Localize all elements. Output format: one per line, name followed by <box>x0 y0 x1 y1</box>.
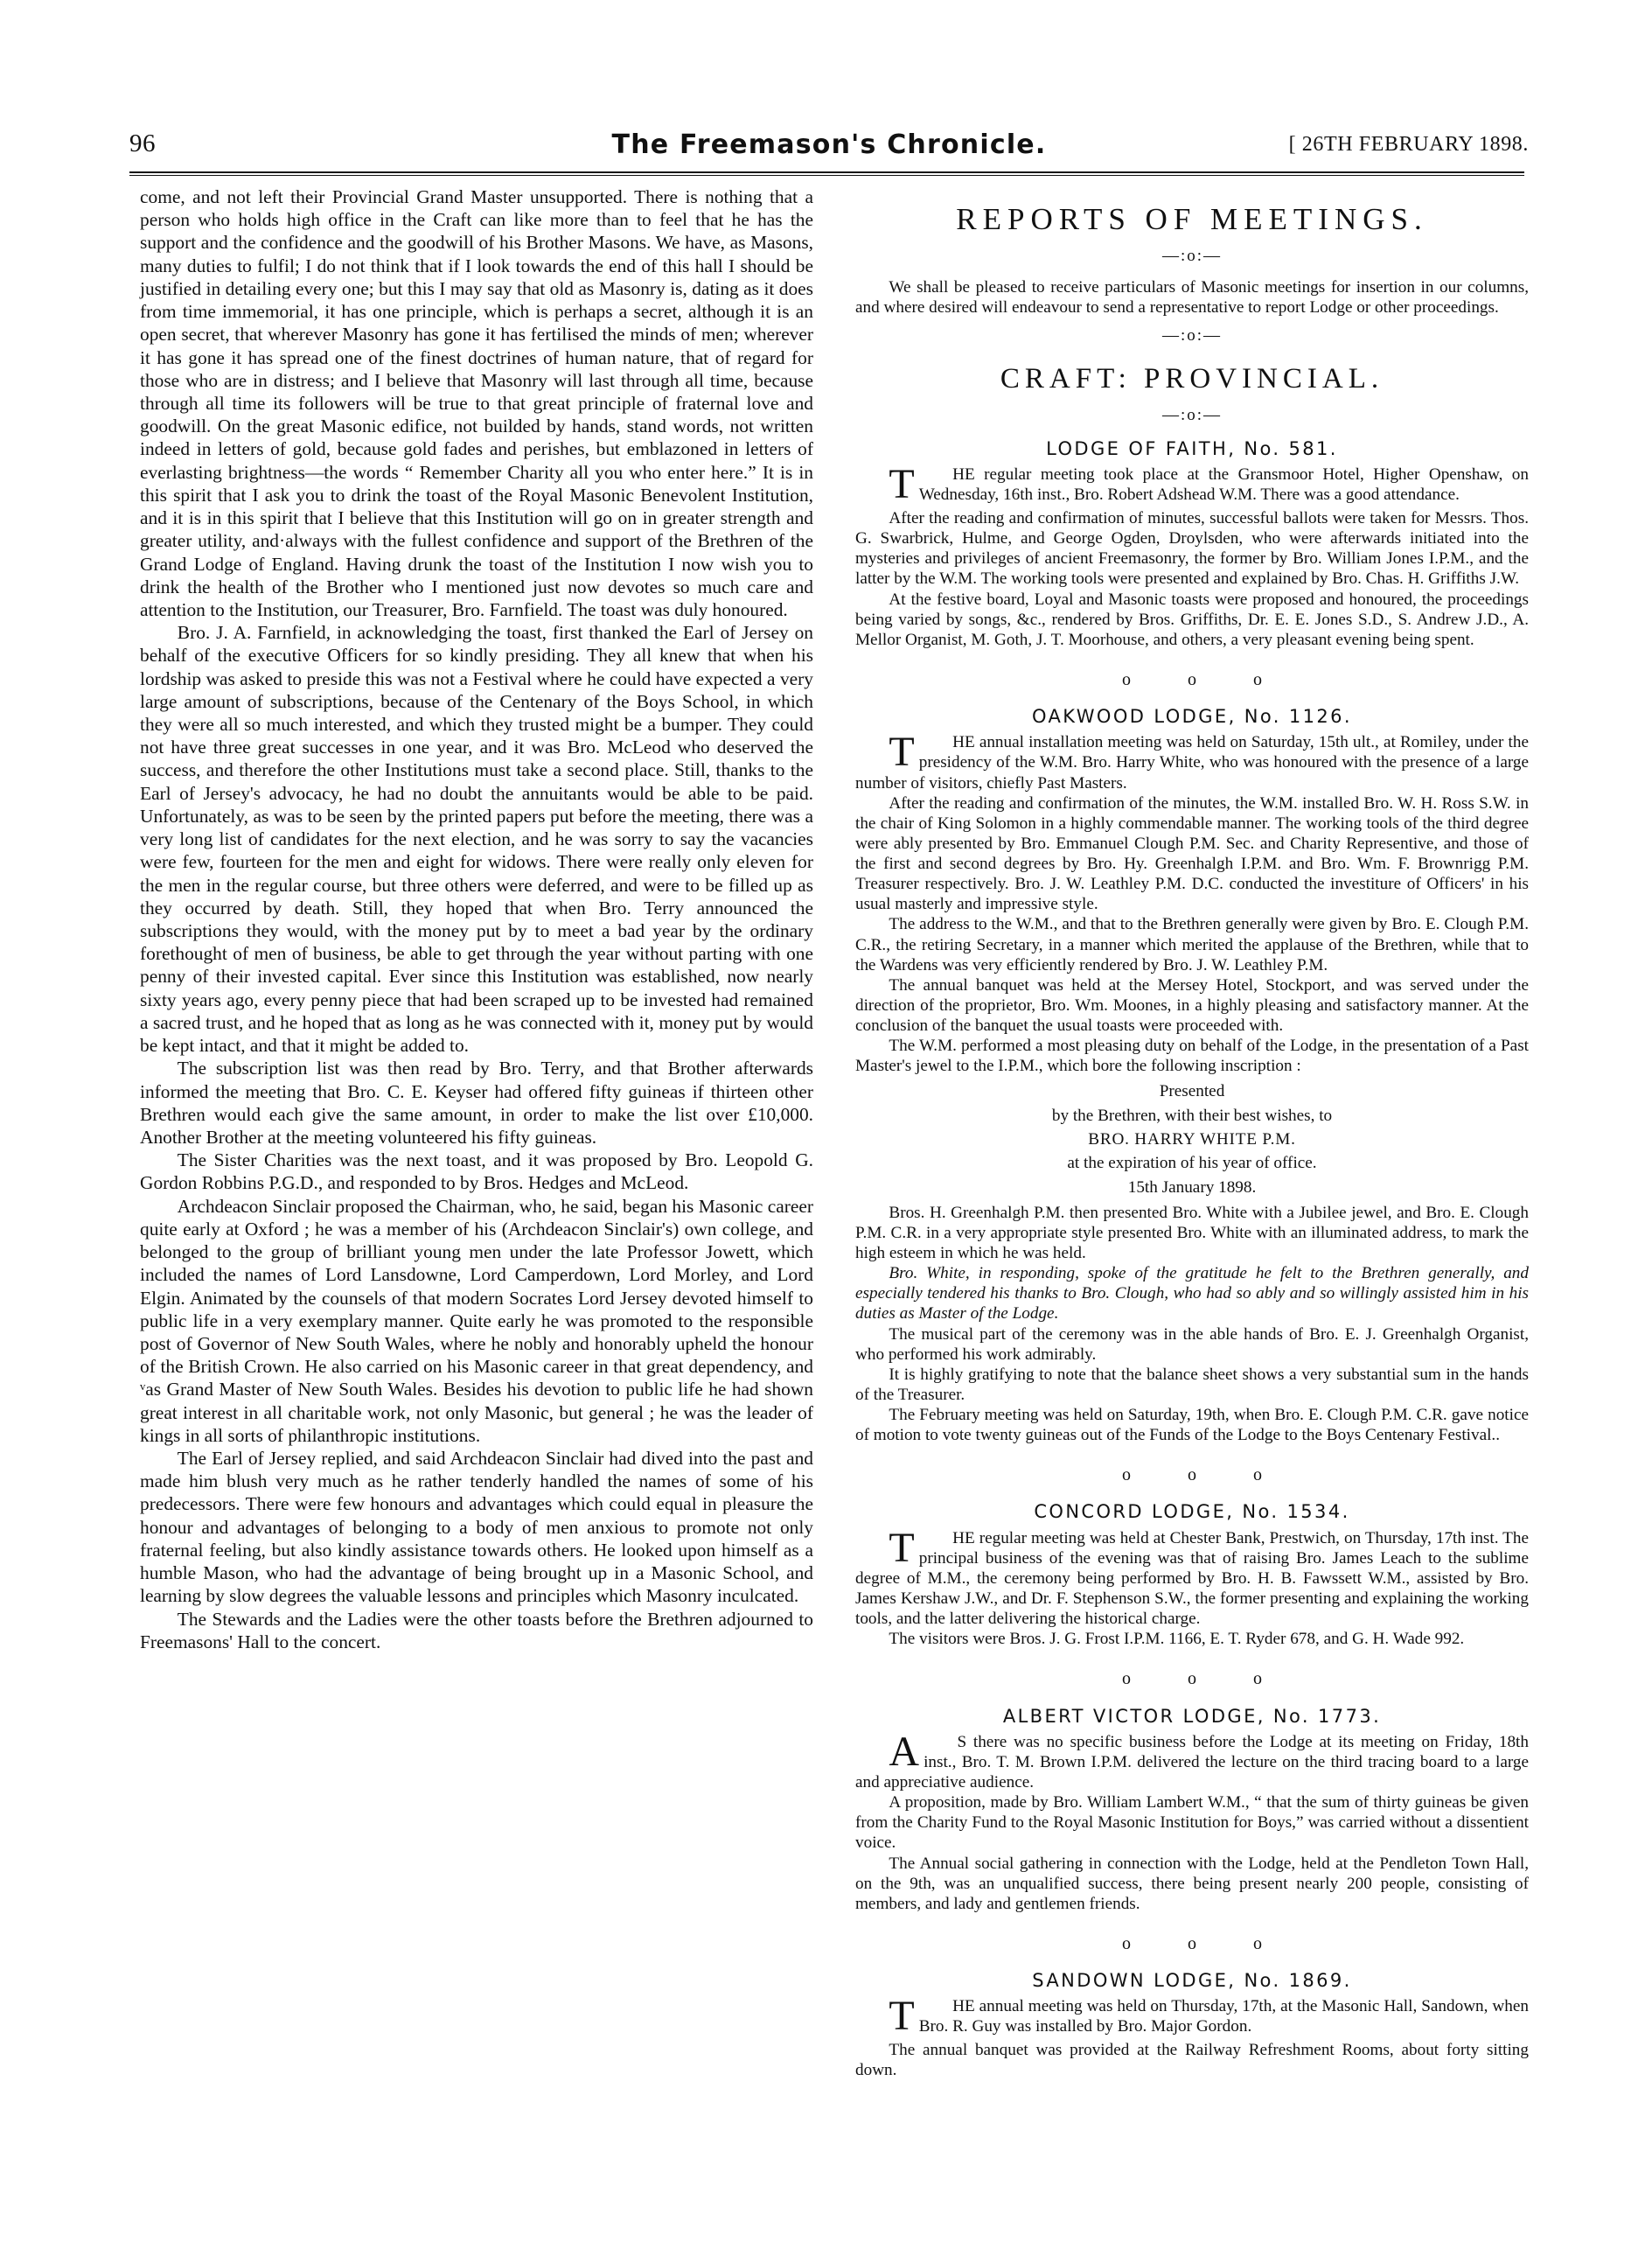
masthead-rule <box>129 171 1524 176</box>
intro-paragraph: We shall be pleased to receive particulars of Masonic meetings for insertion in our columns, and where desired will endeavour to send a representative to report Lodge or other proceedings. <box>855 278 1529 318</box>
paragraph: Bros. H. Greenhalgh P.M. then presented Bro. White with a Jubilee jewel, and Bro. E. Clough P.M. C.R. in a very appropriate style presented Bro. White with an illuminated address, to mark the high esteem in which he was held. <box>855 1203 1529 1263</box>
paragraph: The address to the W.M., and that to the Brethren generally were given by Bro. E. Clough P.M. C.R., the retiring Secretary, in a manner which merited the applause of the Brethren, while that to the Wardens was very efficiently rendered by Bro. J. W. Leathley P.M. <box>855 915 1529 974</box>
inscription-line: at the expiration of his year of office. <box>1067 1154 1317 1173</box>
paragraph: The visitors were Bros. J. G. Frost I.P.M. 1166, E. T. Ryder 678, and G. H. Wade 992. <box>889 1630 1465 1649</box>
drop-cap: T <box>889 461 915 508</box>
inscription-line: by the Brethren, with their best wishes, to <box>1051 1106 1333 1125</box>
lodge-intro-paragraph <box>855 461 1529 508</box>
drop-cap-rest: HE <box>952 733 975 752</box>
paragraph: It is highly gratifying to note that the balance sheet shows a very substantial sum in the hands of the Treasurer. <box>855 1365 1529 1404</box>
paragraph: The Stewards and the Ladies were the other toasts before the Brethren adjourned to Freemasons' Hall to the concert. <box>140 1608 813 1652</box>
paragraph: The annual banquet was provided at the Railway Refreshment Rooms, about forty sitting down. <box>855 2041 1529 2080</box>
jewel-inscription <box>855 1079 1529 1198</box>
lodge-intro-paragraph <box>855 729 1529 793</box>
paragraph: After the reading and confirmation of the minutes, the W.M. installed Bro. W. H. Ross S.W. in the chair of King Solomon in a highly commendable manner. The working tools of the third degree were ably presented by Bro. Emmanuel Clough P.M. Sec. and Charity Representive, and those of the first and second degrees by Bro. Hy. Greenhalgh I.P.M. and Bro. Wm. F. Brownrigg P.M. Treasurer respectively. Bro. J. W. Leathley P.M. D.C. conducted the investiture of Officers' in his usual masterly and impressive style. <box>855 793 1529 914</box>
paragraph: The annual banquet was held at the Mersey Hotel, Stockport, and was served under the direction of the proprietor, Bro. Wm. Moones, in a highly pleasing and satisfactory manner. At the conclusion of the banquet the usual toasts were proceeded with. <box>855 975 1529 1036</box>
drop-cap: T <box>889 729 915 776</box>
paragraph: The W.M. performed a most pleasing duty on behalf of the Lodge, in the presentation of a Past Master's jewel to the I.P.M., which bore the following inscription : <box>855 1037 1529 1076</box>
lodge-heading-faith: LODGE OF FAITH, No. 581. <box>1046 437 1338 459</box>
ornament-divider: —:o:— <box>1161 405 1223 424</box>
paragraph: The February meeting was held on Saturday, 19th, when Bro. E. Clough P.M. C.R. gave notice of motion to vote twenty guineas out of the Funds of the Lodge to the Boys Centenary Festival.. <box>855 1406 1529 1445</box>
paragraph-italic: Bro. White, in responding, spoke of the gratitude he felt to the Brethren generally, and especially tendered his thanks to Bro. Clough, who had so ably and so willingly assisted him in his duties as Master of the Lodge. <box>855 1264 1529 1324</box>
triple-dot-separator: o o o <box>1122 1669 1288 1689</box>
paragraph: The Sister Charities was the next toast, and it was proposed by Bro. Leopold G. Gordon Robbins P.G.D., and responded to by Bros. Hedges and McLeod. <box>140 1149 813 1194</box>
paragraph: The subscription list was then read by Bro. Terry, and that Brother afterwards informed the meeting that Bro. C. E. Keyser had offered fifty guineas if thirteen other Brethren would each give the same amount, in order to make the list over £10,000. Another Brother at the meeting volunteered his fifty guineas. <box>140 1058 813 1148</box>
right-column <box>855 185 1529 2080</box>
paragraph: The Earl of Jersey replied, and said Archdeacon Sinclair had dived into the past and made him blush very much as he rather tenderly handled the names of some of his predecessors. There were few honours and advantages which could equal in pleasure the honour and advantages of belonging to a body of men anxious to promote not only fraternal feeling, but also kindly assistance towards others. He looked upon himself as a humble Mason, who had the advantage of being brought up in a Masonic School, and learning by slow degrees the valuable lessons and principles which Masonry inculcated. <box>140 1448 813 1607</box>
triple-dot-separator: o o o <box>1122 1465 1288 1485</box>
paragraph: The musical part of the ceremony was in the able hands of Bro. E. J. Greenhalgh Organist, who performed his work admirably. <box>855 1324 1529 1364</box>
publication-title: The Freemason's Chronicle. <box>611 129 1047 160</box>
masthead <box>129 129 1529 170</box>
lodge-heading-concord: CONCORD LODGE, No. 1534. <box>1034 1501 1350 1523</box>
paragraph-body: regular meeting was held at Chester Bank, Prestwich, on Thursday, 17th inst. The principal business of the evening was that of raising Bro. James Leach to the sublime degree of M.M., the ceremony being performed by Bro. H. B. Fawssett W.M., assisted by Bro. James Kershaw J.W., and Dr. F. Stephenson S.W., the former presenting and explaining the working tools, and the latter delivering the historical charge. <box>855 1528 1529 1629</box>
inscription-line-date: 15th January 1898. <box>1127 1177 1257 1197</box>
lodge-intro-paragraph <box>855 1993 1529 2040</box>
paragraph-body: regular meeting took place at the Gransmoor Hotel, Higher Openshaw, on Wednesday, 16th inst., Bro. Robert Adshead W.M. There was a good attendance. <box>918 465 1529 505</box>
paragraph-body: annual installation meeting was held on Saturday, 15th ult., at Romiley, under the presidency of the W.M. Bro. Harry White, who was honoured with the presence of a large number of visitors, chiefly Past Masters. <box>855 733 1529 793</box>
craft-provincial-heading: CRAFT: PROVINCIAL. <box>1000 363 1384 395</box>
paragraph: Archdeacon Sinclair proposed the Chairman, who, he said, began his Masonic career quite early at Oxford ; he was a member of his (Archdeacon Sinclair's) own college, and belonged to the group of brilliant young men under the late Professor Jowett, which included the names of Lord Lansdowne, Lord Camperdown, Lord Morley, and Lord Elgin. Animated by the counsels of that modern Socrates Lord Jersey devoted himself to public life in a very exemplary manner. Quite early he was promoted to the responsible post of Governor of New South Wales, where he nobly and honorably upheld the honour of the British Crown. He also carried on his Masonic career in that great dependency, and ᵛas Grand Master of New South Wales. Besides his devotion to public life he had shown great interest in all charitable work, not only Masonic, but general ; he was the leader of kings in all sorts of philanthropic institutions. <box>140 1195 813 1446</box>
reports-of-meetings-heading: REPORTS OF MEETINGS. <box>956 202 1428 236</box>
inscription-line: Presented <box>1159 1082 1225 1101</box>
page-number: 96 <box>129 129 156 157</box>
paragraph: At the festive board, Loyal and Masonic toasts were proposed and honoured, the proceedings being varied by songs, &c., rendered by Bros. Griffiths, Dr. E. E. Jones S.D., S. Andrew J.D., A. Mellor Organist, M. Goth, J. T. Moorhouse, and others, a very pleasant evening being spent. <box>855 590 1529 649</box>
paragraph: come, and not left their Provincial Grand Master unsupported. There is nothing that a person who holds high office in the Craft can like more than to feel that he has the support and the confidence and the goodwill of his Brother Masons. We have, as Masons, many duties to fulfil; I do not think that if I look towards the end of this hall I should be justified in detailing every one; but this I may say that old as Masonry is, dating as it does from time immemorial, it has one principle, which is perhaps a secret, although it is an open secret, that wherever Masonry has gone it has fertilised the minds of men; wherever it has gone it has spread one of the finest doctrines of human nature, that of regard for those who are in distress; and I believe that Masonry will last through all time, because through all time its followers will be true to that great principle of fraternal love and goodwill. On the great Masonic edifice, not builded by hands, stand words, not written indeed in letters of gold, because gold fades and perishes, but emblazoned in letters of everlasting brightness—the words “ Remember Charity all you who enter here.” It is in this spirit that I ask you to drink the toast of the Royal Masonic Benevolent Institution, and it is in this spirit that I believe that this Institution will go on in greater strength and greater utility, and·always with the fullest confidence and support of the Brethren of the Grand Lodge of England. Having drunk the toast of the Institution I now wish you to drink the health of the Brother who I mentioned just now devotes so much care and attention to the Institution, our Treasurer, Bro. Farnfield. The toast was duly honoured. <box>140 186 813 620</box>
lodge-intro-paragraph <box>855 1524 1529 1630</box>
triple-dot-separator: o o o <box>1122 1933 1288 1953</box>
triple-dot-separator: o o o <box>1122 669 1288 689</box>
lodge-heading-oakwood: OAKWOOD LODGE, No. 1126. <box>1031 706 1353 728</box>
drop-cap-rest: S <box>957 1732 967 1751</box>
lodge-heading-albert-victor: ALBERT VICTOR LODGE, No. 1773. <box>1002 1705 1382 1727</box>
drop-cap-rest: HE <box>952 1997 975 2016</box>
paragraph: A proposition, made by Bro. William Lambert W.M., “ that the sum of thirty guineas be given from the Charity Fund to the Royal Masonic Institution for Boys,” was carried without a dissentient voice. <box>855 1793 1529 1853</box>
drop-cap: T <box>889 1524 915 1571</box>
lodge-heading-sandown: SANDOWN LODGE, No. 1869. <box>1032 1970 1352 1992</box>
inscription-line-name: BRO. HARRY WHITE P.M. <box>1088 1129 1296 1149</box>
paragraph-body: annual meeting was held on Thursday, 17th, at the Masonic Hall, Sandown, when Bro. R. Guy was installed by Bro. Major Gordon. <box>918 1997 1529 2036</box>
drop-cap-rest: HE <box>952 465 975 485</box>
lodge-intro-paragraph <box>855 1728 1529 1792</box>
paragraph: The Annual social gathering in connection with the Lodge, held at the Pendleton Town Hall, on the 9th, was an unqualified success, there being present nearly 200 people, consisting of members, and lady and gentlemen friends. <box>855 1854 1529 1913</box>
ornament-divider: —:o:— <box>1161 247 1223 266</box>
paragraph: Bro. J. A. Farnfield, in acknowledging the toast, first thanked the Earl of Jersey on behalf of the executive Officers for so kindly presiding. They all knew that when his lordship was asked to preside this was not a Festival where he could have expected a very large amount of subscriptions, because of the Centenary of the Boys School, in which they were all so much interested, and which they trusted might be a bumper. They could not have three great successes in one year, and it was Bro. McLeod who deserved the success, and therefore the other Institutions must take a second place. Still, thanks to the Earl of Jersey's advocacy, he had no doubt the annuitants would be able to be paid. Unfortunately, as was to be seen by the printed papers put before the meeting, there was a very long list of candidates for the next election, and he was sorry to say the vacancies were few, fourteen for the men and eight for widows. There were really only eleven for the men in the regular course, but three others were deferred, and were to be filled up as they occurred by death. Still, they hoped that when Bro. Terry announced the subscriptions they would, with the money put by to meet a bad year by the ordinary forethought of men of business, be able to get through the year without parting with one penny of their invested capital. Ever since this Institution was established, now nearly sixty years ago, every penny piece that had been scraped up to be invested had remained a sacred trust, and he hoped that as long as he was connected with it, money put by would be kept intact, and that it might be added to. <box>140 622 813 1057</box>
issue-date: [ 26TH FEBRUARY 1898. <box>1288 133 1529 156</box>
drop-cap: T <box>889 1993 915 2040</box>
ornament-divider: —:o:— <box>1161 326 1223 346</box>
drop-cap-rest: HE <box>952 1528 975 1547</box>
drop-cap: A <box>889 1728 920 1775</box>
paragraph: After the reading and confirmation of minutes, successful ballots were taken for Messrs. Thos. G. Swarbrick, Hulme, and George Ogden, Droylsden, who were afterwards initiated into the mysteries and privileges of ancient Freemasonry, the former by Bro. William Jones I.P.M., and the latter by the W.M. The working tools were presented and explained by Bro. Chas. H. Griffiths J.W. <box>855 509 1529 589</box>
left-column <box>140 185 813 1653</box>
paragraph-body: there was no specific business before the Lodge at its meeting on Friday, 18th inst., Bro. T. M. Brown I.P.M. delivered the lecture on the third tracing board to a large and appreciative audience. <box>855 1732 1529 1792</box>
